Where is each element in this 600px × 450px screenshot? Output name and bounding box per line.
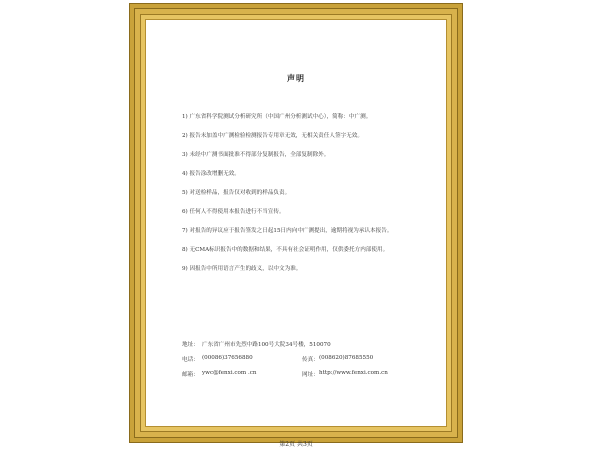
statement-item: 5) 对送检样品，报告仅对收到的样品负责。	[182, 190, 291, 196]
address-row	[182, 340, 442, 355]
document-title: 声明	[287, 73, 305, 83]
statement-list	[182, 114, 442, 285]
statement-item: 7) 对报告的异议应于报告签发之日起15日内向中广测提出，逾期将视为承认本报告。	[182, 228, 393, 234]
website-label: 网址：	[302, 372, 319, 378]
statement-item: 2) 报告未加盖中广测检验检测报告专用章无效，无相关责任人签字无效。	[182, 133, 363, 139]
statement-item: 9) 因报告中所用语言产生的歧义，以中文为准。	[182, 266, 302, 272]
contact-block	[182, 340, 442, 385]
email-value: ywc@fenxi.com .cn	[202, 370, 257, 376]
page-number: 第2页 共3页	[279, 441, 313, 448]
fax-label: 传真：	[302, 357, 319, 363]
statement-item: 6) 任何人不得使用本报告进行不当宣传。	[182, 209, 285, 215]
address-value: 广东省广州市先烈中路100号大院34号楼，510070	[202, 342, 331, 348]
phone-fax-row	[182, 355, 442, 370]
fax-value: (008620)87685550	[319, 355, 374, 361]
gold-picture-frame	[130, 4, 462, 448]
statement-item: 1) 广东省科学院测试分析研究所（中国广州分析测试中心），简称：中广测。	[182, 114, 372, 120]
statement-item: 3) 未经中广测书面批准不得部分复制报告，全部复制除外。	[182, 152, 330, 158]
phone-value: (00086)37656880	[202, 355, 253, 361]
address-label: 地址：	[182, 342, 199, 348]
website-value: http://www.fenxi.com.cn	[319, 370, 388, 376]
phone-label: 电话：	[182, 357, 199, 363]
statement-item: 4) 报告涂改增删无效。	[182, 171, 240, 177]
frame-inner-border	[140, 14, 452, 448]
email-website-row	[182, 370, 442, 385]
document-page	[145, 19, 447, 448]
email-label: 邮箱：	[182, 372, 199, 378]
statement-item: 8) 无CMA标识报告中的数据和结果，不具有社会证明作用，仅供委托方内部使用。	[182, 247, 389, 253]
